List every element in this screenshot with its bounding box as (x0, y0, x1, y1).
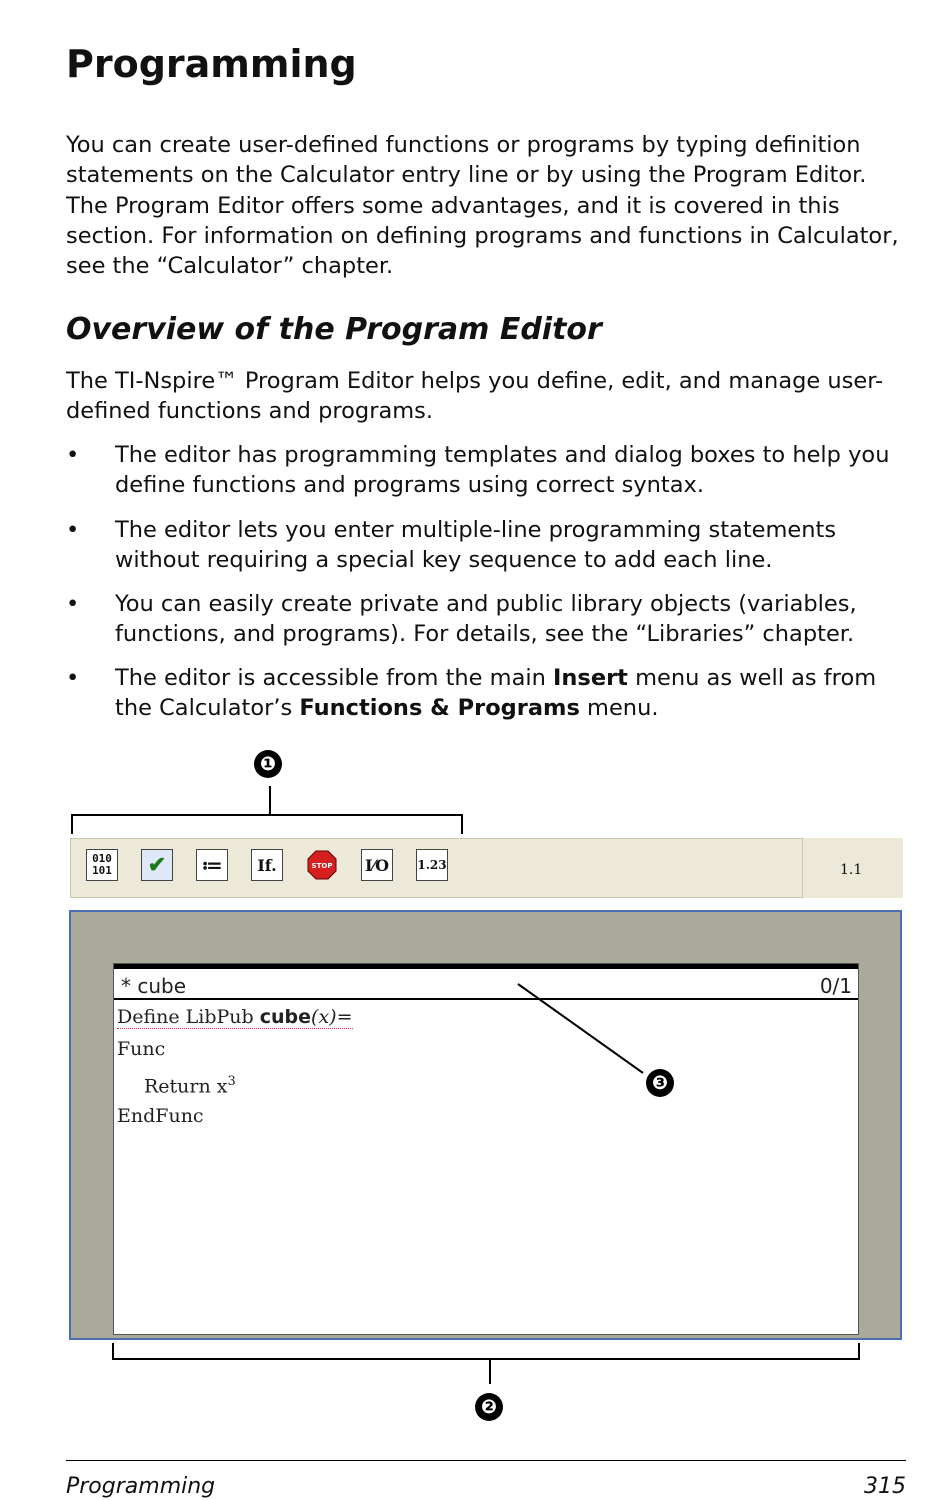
bullet-dot: • (66, 665, 80, 691)
section-intro: The TI-Nspire™ Program Editor helps you define, edit, and manage user-defined functions and programs. (66, 368, 884, 425)
program-name: * cube (121, 974, 187, 998)
page-title: Programming (66, 42, 357, 86)
insert-menu-ref: Insert (553, 665, 628, 691)
line-count: 0/1 (819, 974, 852, 998)
callout-2-bracket-right (858, 1343, 860, 1360)
list-icon[interactable]: ≔ (196, 849, 228, 881)
svg-text:STOP: STOP (311, 862, 333, 870)
callout-2: ❷ (475, 1393, 503, 1421)
bullet-dot: • (66, 517, 80, 543)
footer-rule (66, 1460, 906, 1461)
check-syntax-icon[interactable]: ✔ (141, 849, 173, 881)
bullet-text: The editor has programming templates and dialog boxes to help you define functions and programs using correct syntax. (115, 442, 890, 498)
code-line-define[interactable]: Define LibPub cube(x)= (117, 1006, 353, 1028)
code-line-endfunc[interactable]: EndFunc (117, 1105, 204, 1127)
bullet-text: The editor lets you enter multiple-line programming statements without requiring a special key sequence to add each line. (115, 517, 837, 573)
callout-2-stem (489, 1358, 491, 1384)
callout-2-bracket (112, 1358, 860, 1360)
intro-paragraph: You can create user-defined functions or programs by typing definition statements on the Calculator entry line or by using the Program Editor. The Program Editor offers some advantages, and it is covered in this section. For information on defining programs and functions in Calculator, see the “Calculator” chapter. (66, 132, 899, 280)
binary-icon[interactable]: 010 101 (86, 849, 118, 881)
code-line-return[interactable]: Return $x^3$ (144, 1074, 236, 1098)
code-line-func[interactable]: Func (117, 1038, 166, 1060)
callout-1: ❶ (254, 750, 282, 778)
functions-programs-menu-ref: Functions & Programs (299, 695, 580, 721)
if-icon[interactable]: If. (251, 849, 283, 881)
callout-2-bracket-left (112, 1343, 114, 1360)
bullet-dot: • (66, 442, 80, 468)
page-number: 315 (864, 1474, 906, 1499)
bullet-text: The editor is accessible from the main Insert menu as well as from the Calculator’s Functions & Programs menu. (115, 665, 877, 721)
page-tab[interactable]: 1.1 (840, 862, 863, 878)
number-icon[interactable]: 1.23 (416, 849, 448, 881)
bullet-text: You can easily create private and public library objects (variables, functions, and programs). For details, see the “Libraries” chapter. (115, 591, 857, 647)
callout-3: ❸ (646, 1069, 674, 1097)
section-heading: Overview of the Program Editor (66, 312, 602, 347)
footer-section: Programming (66, 1474, 216, 1499)
io-icon[interactable]: I⁄O (361, 849, 393, 881)
bullet-dot: • (66, 591, 80, 617)
